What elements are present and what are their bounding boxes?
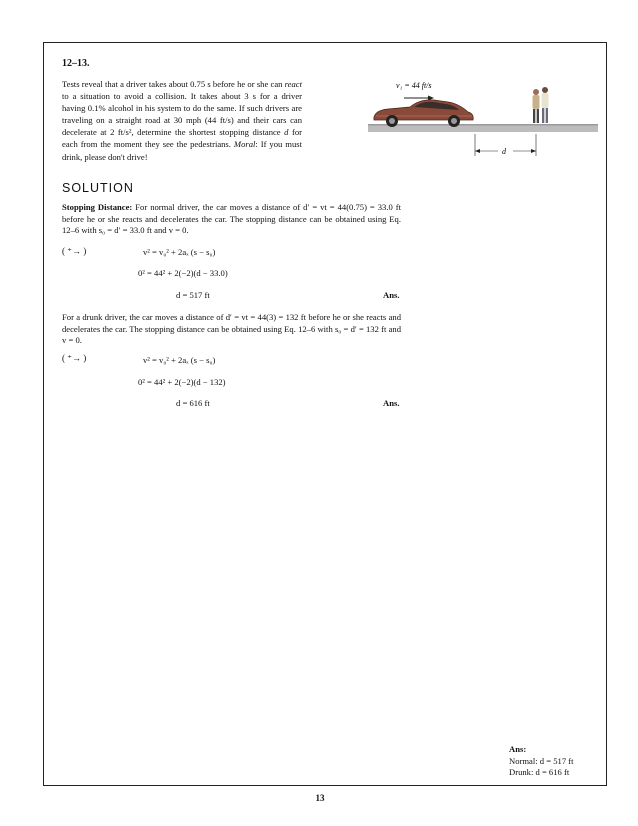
equation-1-line-1: v² = v₀² + 2aₓ (s − s₀)	[143, 247, 216, 257]
equation-2-result: d = 616 ft	[176, 398, 210, 408]
equation-2-line-1: v² = v₀² + 2aₓ (s − s₀)	[143, 355, 216, 365]
car-pedestrian-figure	[368, 76, 598, 176]
dim-arrow-right	[531, 149, 536, 153]
problem-number: 12–13.	[62, 58, 90, 69]
distance-label: d	[502, 147, 506, 156]
velocity-label: v₁ = 44 ft/s	[396, 81, 432, 90]
dim-arrow-left	[475, 149, 480, 153]
answer-box-title: Ans:	[509, 744, 527, 754]
solution-paragraph-drunk: For a drunk driver, the car moves a distance of d′ = vt = 44(3) = 132 ft before he or she reacts and decelerates the car. The stopping distance can be obtained using Eq. 12–6 with s₀ = d′ = 132 ft and v = 0.	[62, 312, 401, 345]
page-number: 13	[315, 793, 325, 803]
answer-drunk: Drunk: d = 616 ft	[509, 767, 570, 777]
equation-1-line-2: 0² = 44² + 2(−2)(d − 33.0)	[138, 268, 228, 278]
answer-normal: Normal: d = 517 ft	[509, 755, 574, 766]
equation-1-result: d = 517 ft	[176, 290, 210, 300]
equation-2-line-2: 0² = 44² + 2(−2)(d − 132)	[138, 377, 226, 387]
sign-convention-1: ( ⁺→ )	[62, 246, 87, 256]
solution-heading: SOLUTION	[62, 181, 134, 195]
answer-label-1: Ans.	[383, 290, 400, 300]
solution-paragraph-normal: Stopping Distance: For normal driver, the car moves a distance of d′ = vt = 44(0.75) = 33.0 ft before he or she reacts and decelerates the car. The stopping distance can be obtained using Eq. 12–6 with s₀ = d′ = 33.0 ft and v = 0.	[62, 202, 402, 235]
pedestrians	[533, 87, 549, 123]
answer-label-2: Ans.	[383, 398, 400, 408]
figure-svg	[368, 76, 598, 176]
answer-box	[509, 744, 574, 779]
problem-text: Tests reveal that a driver takes about 0.75 s before he or she can react to a situation to avoid a collision. It takes about 3 s for a driver having 0.1% alcohol in his system to do the same. If such drivers are traveling on a straight road at 30 mph (44 ft/s) and their cars can decelerate at 2 ft/s², determine the shortest stopping distance d for each from the moment they see the pedestrians. Moral: If you must drink, please don't drive!	[62, 79, 303, 162]
road-edge	[368, 124, 598, 126]
car	[374, 100, 473, 127]
sign-convention-2: ( ⁺→ )	[62, 353, 87, 363]
